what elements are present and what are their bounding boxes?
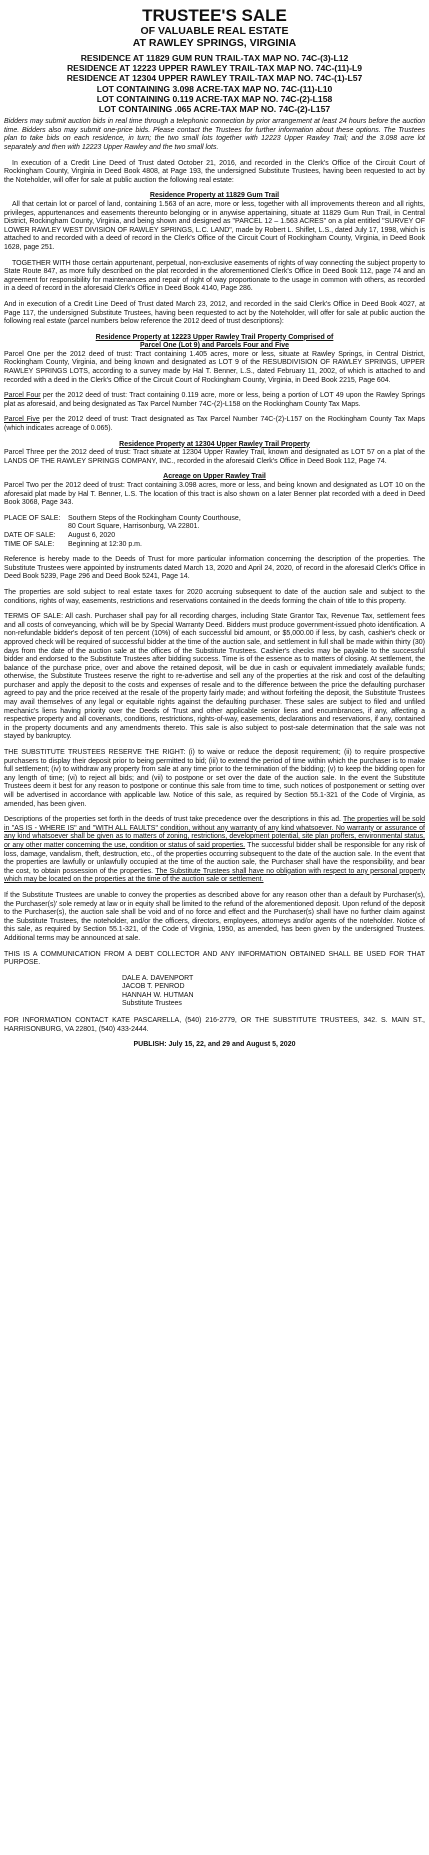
gum-trail-easement: TOGETHER WITH those certain appurtenant, perpetual, non-exclusive easements of rights of way connecting the subject property to State Route 847, as more fully described on the plat recorded in the aforementioned Clerk's Office in Deed Book 112, page 74 and an agreement for responsibility for maintenances and repair of right of way proportionate to the usage in common with others, as recorded in a deed of record in the aforesaid Clerk's Office in Deed Book 4140, Page 286. [4, 259, 425, 293]
taxes-paragraph: The properties are sold subject to real estate taxes for 2020 accruing subsequent to date of the auction sale and subject to the conditions, rights of way, easements, restrictions and reservations contained in the deeds forming the chain of title to this property. [4, 588, 425, 605]
execution-paragraph-2012: And in execution of a Credit Line Deed of Trust dated March 23, 2012, and recorded in the said Clerk's Office in Deed Book 4027, at Page 117, the undersigned Substitute Trustees, having been requested to act by the Noteholder, will offer for sale at public auction the following real estate (parcel numbers below reference the 2012 deed of trust descriptions): [4, 300, 425, 326]
property-headings [4, 53, 425, 114]
time-value: Beginning at 12:30 p.m. [68, 540, 142, 548]
terms-paragraph: TERMS OF SALE: All cash. Purchaser shall pay for all recording charges, including State Grantor Tax, Revenue Tax, settlement fees and all costs of conveyancing, which will be by Special Warranty Deed. Bidders must produce government-issued photo identification. A non-refundable bidder's deposit of ten percent (10%) of each successful bid amount, or $5,000.00 if less, by cash, cashier's check or approved check will be required of successful bidder at the time of the auction sale, and settlement in full shall be made within thirty (30) days from the date of the auction sale at the offices of the Substitute Trustees. Cashier's checks may be payable to the successful bidder and endorsed to the Substitute Trustees after bidding success. Time is of the essence as to matters of closing. At settlement, the balance of the purchase price, over and above the retained deposit, will be due in cash or equivalent immediately available funds; otherwise, the Substitute Trustees reserve the right to re-advertise and sell any of the properties at the risk and cost of the defaulting purchaser and apply the deposit to the costs and expenses of resale and to the difference between the price the defaulting purchaser agreed to pay and the price received at the resale of the property fairly made; and without forfeiting the deposit, the Substitute Trustees may avail themselves of any legal or equitable rights against the defaulting purchaser. These sales are subject to filed and unfiled mechanic's liens having priority over the Deeds of Trust and other applicable senior liens and encumbrances, if any, affecting a respective property and all covenants, conditions, restrictions, rights-of-way, easements, declarations and reservations, if any, contained in the property documents and any amendments thereto. This sale is also subject to post-sale determination that the sale was not stayed by bankruptcy. [4, 613, 425, 741]
personal-property-disclaimer: The Substitute Trustees shall have no obligation with respect to any personal property which may be located on the properties at the time of the auction sale or settlement. [4, 867, 425, 884]
reserve-right-paragraph: THE SUBSTITUTE TRUSTEES RESERVE THE RIGHT: (i) to waive or reduce the deposit requirement; (ii) to require prospective purchasers to display their deposit prior to being permitted to bid; (iii) to extend the period of time within which the purchaser is to make full settlement; (iv) to withdraw any property from sale at any time prior to the termination of the bidding; (v) to keep the bidding open for any length of time; (vi) to reject all bids; and (vii) to postpone or set over the date of the auction sale. In the event the Substitute Trustees deem it best for any reason to postpone or continue this sale from time to time, such notices of postponement or setting over will be advertised in accordance with applicable law. Notice of this sale, as required by Section 55.1-321 of the Code of Virginia, as amended, has been given. [4, 749, 425, 808]
section-title-12223: Residence Property at 12223 Upper Rawley Trail Property Comprised of [95, 333, 334, 341]
property-heading: RESIDENCE AT 11829 GUM RUN TRAIL-TAX MAP NO. 74C-(3)-L12 [80, 53, 349, 63]
parcel-two-description: Parcel Two per the 2012 deed of trust: Tract containing 3.098 acres, more or less, and being known and designated as LOT 10 on the aforesaid plat made by Hal T. Benner, L.S. The location of this tract is also shown on a later Benner plat recorded with a deed in Deed Book 3068, Page 343. [4, 482, 425, 507]
property-heading: LOT CONTAINING 0.119 ACRE-TAX MAP NO. 74C-(2)-L158 [96, 93, 333, 104]
notice-subtitle: OF VALUABLE REAL ESTATE [140, 25, 289, 37]
descriptions-text-b: The successful bidder shall be responsible for any risk of loss, damage, vandalism, theft, destruction, etc., of the properties occurring subsequent to the date of the auction sale. In the event that the properties are lawfully or unlawfully occupied at the time of the auction sale, the Purchaser shall have the responsibility, and bear the cost, to obtain possession of the properties. [4, 841, 425, 875]
section-title-acreage: Acreage on Upper Rawley Trail [163, 473, 266, 481]
place-value [68, 515, 241, 532]
parcel-three-description: Parcel Three per the 2012 deed of trust: Tract situate at 12304 Upper Rawley Trail, known and designated as LOT 57 on a plat of the LANDS OF THE RAWLEY SPRINGS COMPANY, INC., recorded in the aforesaid Clerk's Office in Deed Book 112, Page 74. [4, 449, 425, 465]
as-is-disclaimer: The properties will be sold in "AS IS - WHERE IS" and "WITH ALL FAULTS" condition, without any warranty of any kind whatsoever. No warranty or assurance of any kind whatsoever shall be given as to matters of zoning, restrictions, development potential, site plan proffers, environmental status, or any other matter concerning the use, condition or status of said properties. [4, 816, 425, 849]
parcel-four-text: per the 2012 deed of trust: Tract containing 0.119 acre, more or less, being a portion of LOT 49 upon the Rawley Springs plat as aforesaid, and being designated as Tax Parcel Number 74C-(2)-L158 on the Rockingham County Tax Maps. [4, 392, 425, 408]
bidding-instructions: Bidders may submit auction bids in real time through a telephonic connection by prior arrangement at least 24 hours before the auction time. Bidders also may submit one-price bids. Please contact the Trustees for further information about these options. The Trustees plan to take bids on each residence, in turn; the two small lots together with 12223 Upper Rawley Trail; and the 3.098 acre lot separately and then with 12223 Upper Rawley and the two small lots. [4, 118, 425, 151]
signatory-name: HANNAH W. HUTMAN [122, 991, 194, 999]
reference-paragraph: Reference is hereby made to the Deeds of Trust for more particular information concerning the description of the properties. The Substitute Trustees were appointed by instruments dated March 13, 2020 and April 24, 2020, of record in the aforesaid Clerk's Office in Deed Book 5239, Page 296 and Deed Book 5241, Page 14. [4, 556, 425, 581]
parcel-five-label: Parcel Five [4, 416, 40, 424]
parcel-four-description [4, 392, 425, 409]
publish-dates: PUBLISH: July 15, 22, and 29 and August 5, 2020 [133, 1041, 296, 1049]
signatory-name: JACOB T. PENROD [122, 983, 185, 991]
execution-paragraph-2016: In execution of a Credit Line Deed of Trust dated October 21, 2016, and recorded in the Clerk's Office of the Circuit Court of Rockingham County, Virginia in Deed Book 4808, at Page 193, the undersigned Substitute Trustees, having been requested to act by the Noteholder, will offer for sale at public auction the following real estate: [4, 159, 425, 184]
section-title-12304: Residence Property at 12304 Upper Rawley Trail Property [119, 440, 310, 448]
date-value: August 6, 2020 [68, 531, 116, 539]
descriptions-text-a: Descriptions of the properties set forth in the deeds of trust take precedence over the descriptions in this ad. [4, 816, 343, 824]
time-label: TIME OF SALE: [4, 540, 55, 548]
signature-block [122, 975, 425, 1009]
parcel-five-text: per the 2012 deed of trust: Tract designated as Tax Parcel Number 74C-(2)-L157 on the Rockingham County Tax Maps (which indicates acreage of 0.065). [4, 416, 426, 433]
section-title-gum-trail: Residence Property at 11829 Gum Trail [149, 192, 280, 200]
parcel-four-label: Parcel Four [4, 392, 41, 400]
property-heading: LOT CONTAINING 3.098 ACRE-TAX MAP NO. 74C-(11)-L10 [96, 83, 333, 94]
notice-location: AT RAWLEY SPRINGS, VIRGINIA [132, 37, 297, 49]
place-line-2: 80 Court Square, Harrisonburg, VA 22801. [68, 523, 200, 531]
signatory-role: Substitute Trustees [122, 1000, 182, 1008]
parcel-five-description [4, 416, 425, 433]
unable-to-convey-paragraph: If the Substitute Trustees are unable to convey the properties as described above for any reason other than a default by Purchaser(s), the Purchaser(s)' sole remedy at law or in equity shall be limited to the refund of the aforementioned deposit. Upon refund of the deposit to the Purchaser(s), the auction sale shall be void and of no force and effect and the Purchaser(s) shall have no further claim against the Substitute Trustees, the noteholder, and/or the officers, directors, employees, attorneys and/or agents of the noteholder. Notice of this sale, as required by Section 55.1-321, of the Code of Virginia, 1950, as amended, has been given by the undersigned Trustees. Additional terms may be announced at sale. [4, 891, 425, 942]
property-heading: RESIDENCE AT 12223 UPPER RAWLEY TRAIL-TAX MAP NO. 74C-(11)-L9 [66, 63, 363, 74]
property-heading: RESIDENCE AT 12304 UPPER RAWLEY TRAIL-TAX MAP NO. 74C-(1)-L57 [66, 73, 363, 84]
date-label: DATE OF SALE: [4, 531, 56, 539]
debt-collector-notice: THIS IS A COMMUNICATION FROM A DEBT COLLECTOR AND ANY INFORMATION OBTAINED SHALL BE USED FOR THAT PURPOSE. [4, 950, 425, 967]
parcel-one-description: Parcel One per the 2012 deed of trust: Tract containing 1.405 acres, more or less, situate at Rawley Springs, in Central District, Rockingham County, Virginia, and being known and designated as LOT 9 of the RESUBDIVISION OF RAWLEY SPRINGS, UPPER RAWLEY SPRINGS LOTS, according to a survey made by Hal T. Benner, L.S., dated February 11, 2002, of which is attached to and recorded with a deed in the Clerk's Office of the Circuit Court of Rockingham County, Virginia, in Deed Book 2215, Page 604. [4, 350, 425, 384]
section-subtitle-12223: Parcel One (Lot 9) and Parcels Four and Five [140, 342, 289, 350]
descriptions-paragraph [4, 816, 425, 885]
gum-trail-description: All that certain lot or parcel of land, containing 1.563 of an acre, more or less, together with all improvements thereon and all rights, privileges, appurtenances and easements thereunto belonging or in anywise appertaining, situate at 11829 Gum Run Trail, in Central District, Rockingham County, Virginia, and being shown and designed as "PARCEL 12 – 1.563 ACRES" on a plat entitled "SURVEY OF LOWER RAWLEY WEST DIVISION OF RAWLEY SPRINGS, L.C. LAND", made by Robert L. Shiflet, L.S., dated July 17, 1998, which is attached to and recorded with a deed of record in the Clerk's Office of the Circuit Court of Rockingham County, Virginia, in Deed Book 1628, page 251. [4, 200, 425, 251]
place-line-1: Southern Steps of the Rockingham County Courthouse, [68, 514, 241, 522]
place-label: PLACE OF SALE: [4, 514, 61, 522]
legal-notice [4, 0, 425, 1060]
contact-information: FOR INFORMATION CONTACT KATE PASCARELLA, (540) 216-2779, OR THE SUBSTITUTE TRUSTEES, 342. S. MAIN ST., HARRISONBURG, VA 22801, (540) 433-2444. [4, 1017, 425, 1033]
property-heading: LOT CONTAINING .065 ACRE-TAX MAP NO. 74C-(2)-L157 [98, 104, 331, 115]
sale-details [4, 515, 241, 549]
signatory-name: DALE A. DAVENPORT [122, 974, 194, 982]
notice-title: TRUSTEE'S SALE [142, 6, 287, 25]
